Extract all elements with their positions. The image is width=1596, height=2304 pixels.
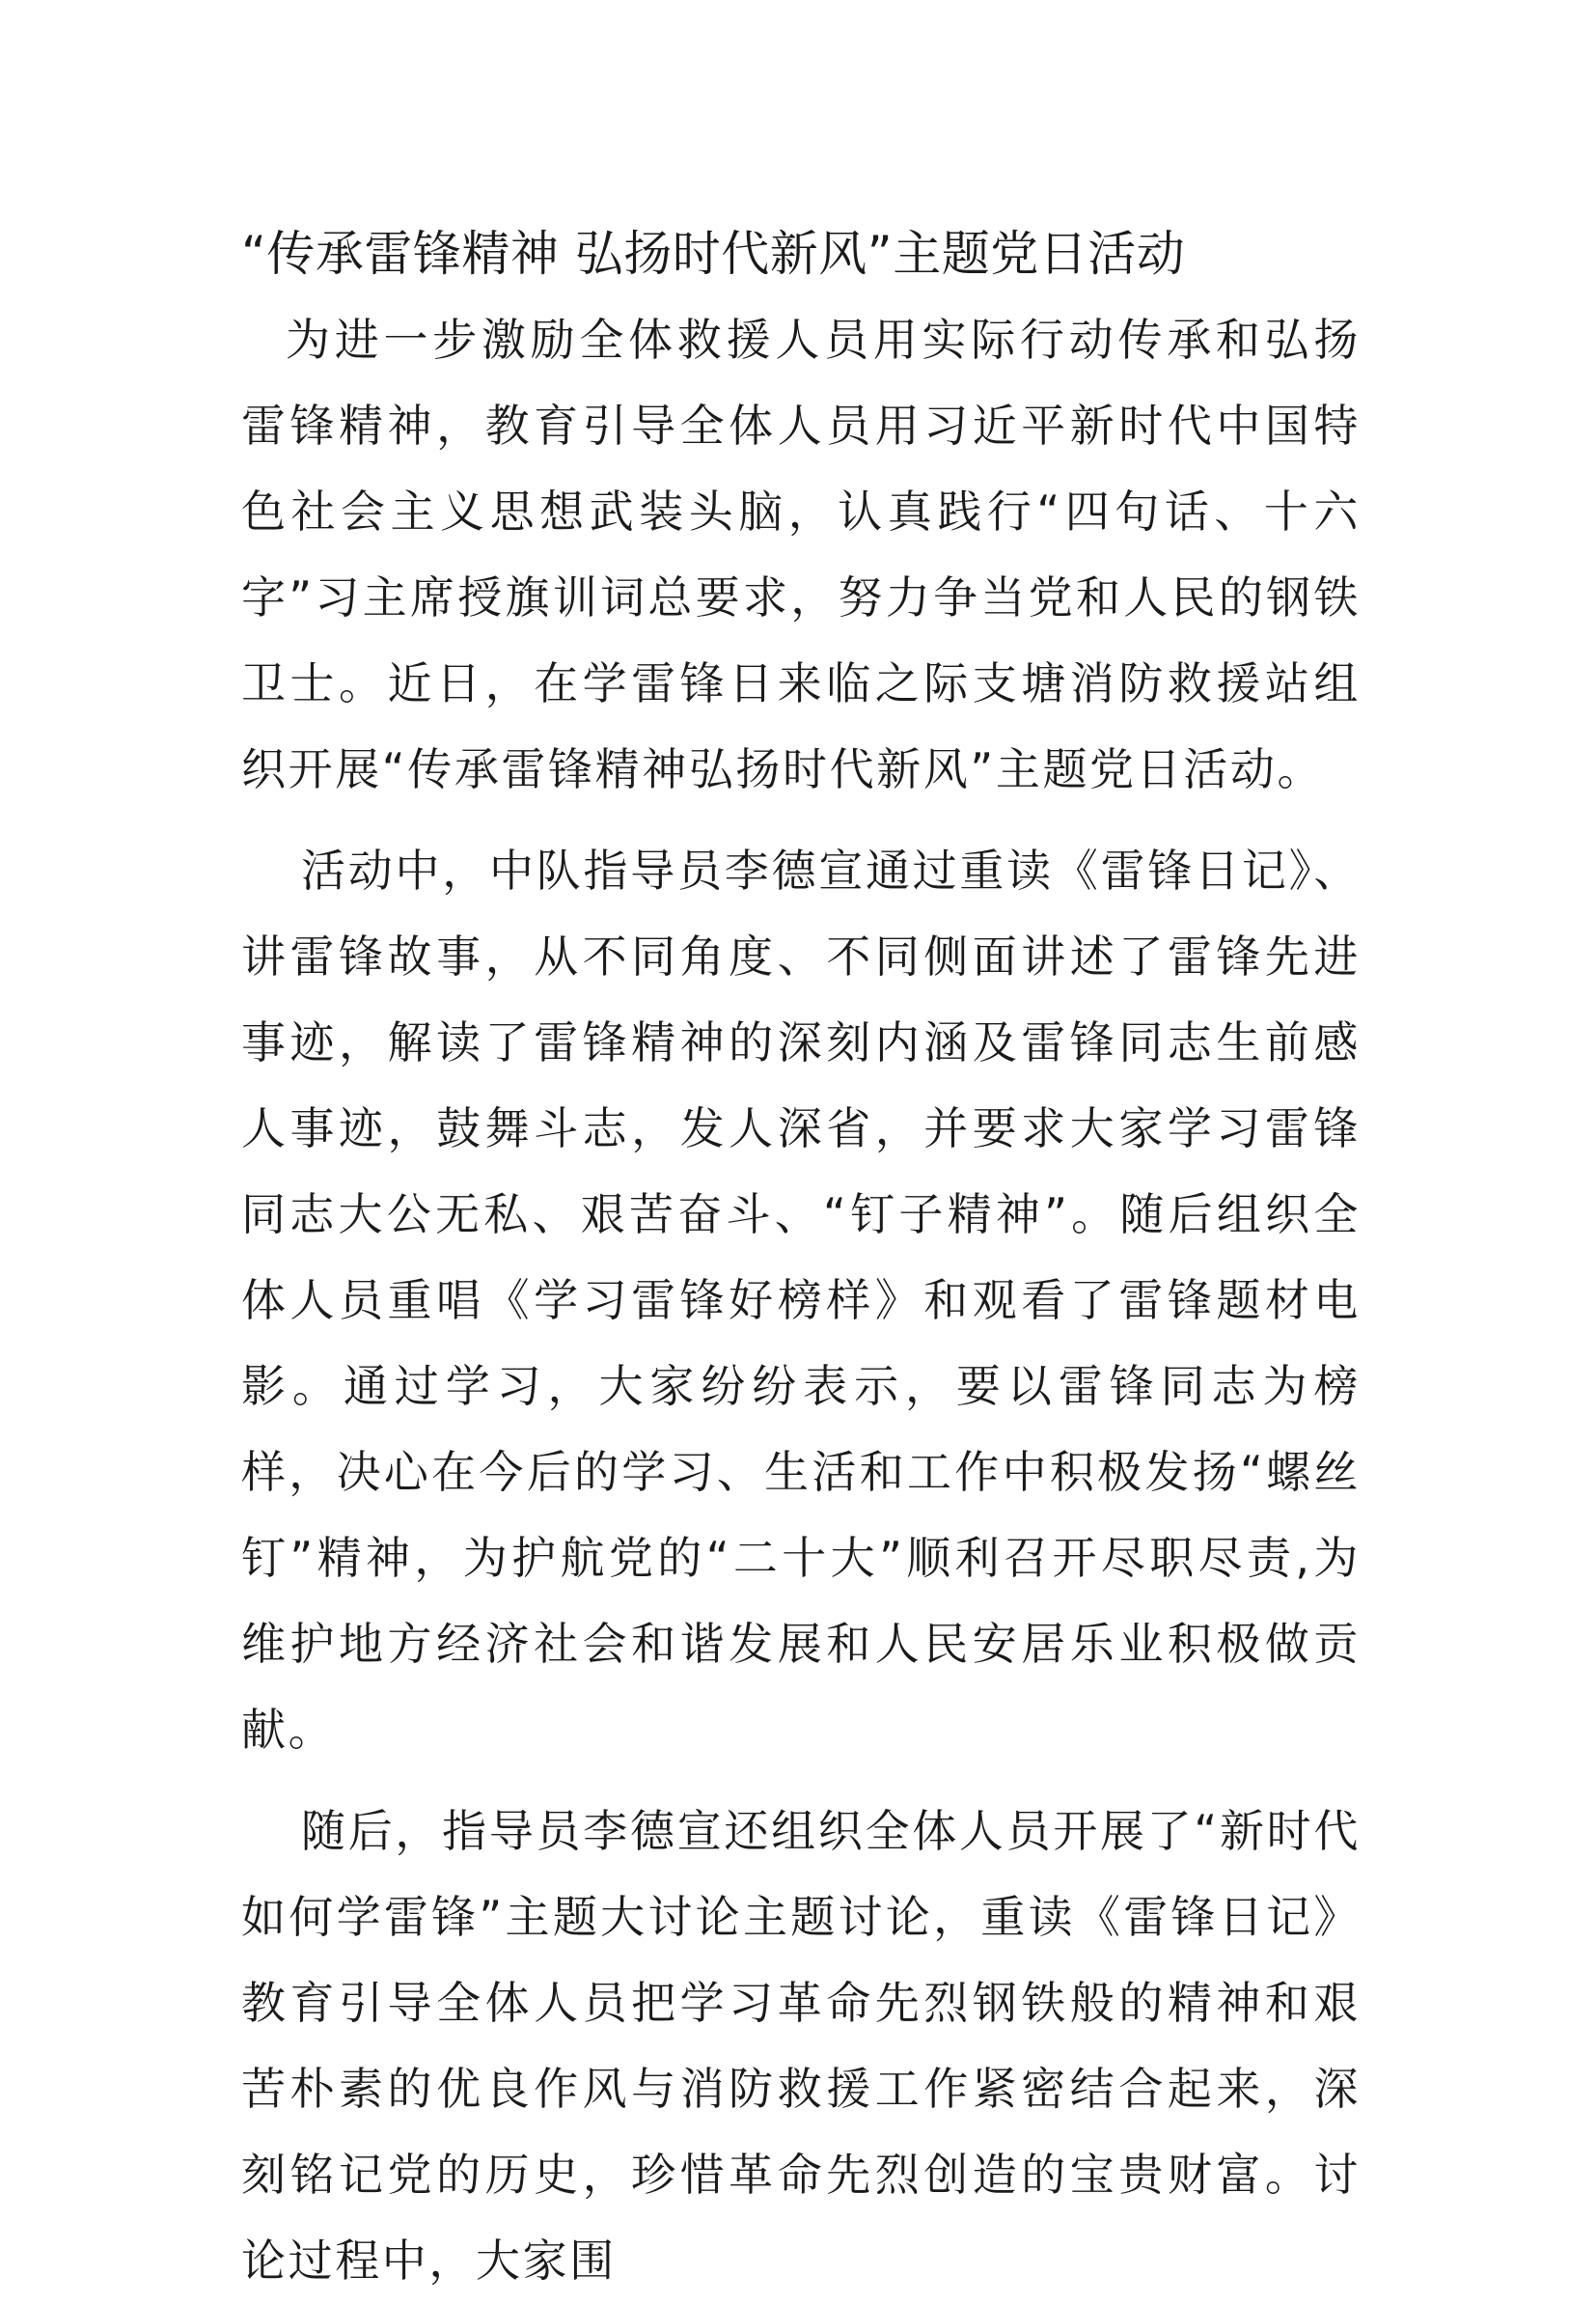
document-title: “传承雷锋精神 弘扬时代新风”主题党日活动 (241, 226, 1186, 282)
paragraph-intro: 为进一步激励全体救援人员用实际行动传承和弘扬雷锋精神，教育引导全体人员用习近平新时代中国特色社会主义思想武装头脑，认真践行“四句话、十六字”习主席授旗训词总要求，努力争当党和人民的钢铁卫士。近日，在学雷锋日来临之际支塘消防救援站组织开展“传承雷锋精神弘扬时代新风”主题党日活动。 (241, 314, 1361, 795)
document-body (241, 297, 1361, 2304)
paragraph-activity: 活动中，中队指导员李德宣通过重读《雷锋日记》、讲雷锋故事，从不同角度、不同侧面讲述了雷锋先进事迹，解读了雷锋精神的深刻内涵及雷锋同志生前感人事迹，鼓舞斗志，发人深省，并要求大家学习雷锋同志大公无私、艰苦奋斗、“钉子精神”。随后组织全体人员重唱《学习雷锋好榜样》和观看了雷锋题材电影。通过学习，大家纷纷表示，要以雷锋同志为榜样，决心在今后的学习、生活和工作中积极发扬“螺丝钉”精神，为护航党的“二十大”顺利召开尽职尽责,为维护地方经济社会和谐发展和人民安居乐业积极做贡献。 (241, 845, 1361, 1756)
paragraph-discussion: 随后，指导员李德宣还组织全体人员开展了“新时代如何学雷锋”主题大讨论主题讨论，重读《雷锋日记》教育引导全体人员把学习革命先烈钢铁般的精神和艰苦朴素的优良作风与消防救援工作紧密结合起来，深刻铭记党的历史，珍惜革命先烈创造的宝贵财富。讨论过程中，大家围 (241, 1805, 1361, 2287)
